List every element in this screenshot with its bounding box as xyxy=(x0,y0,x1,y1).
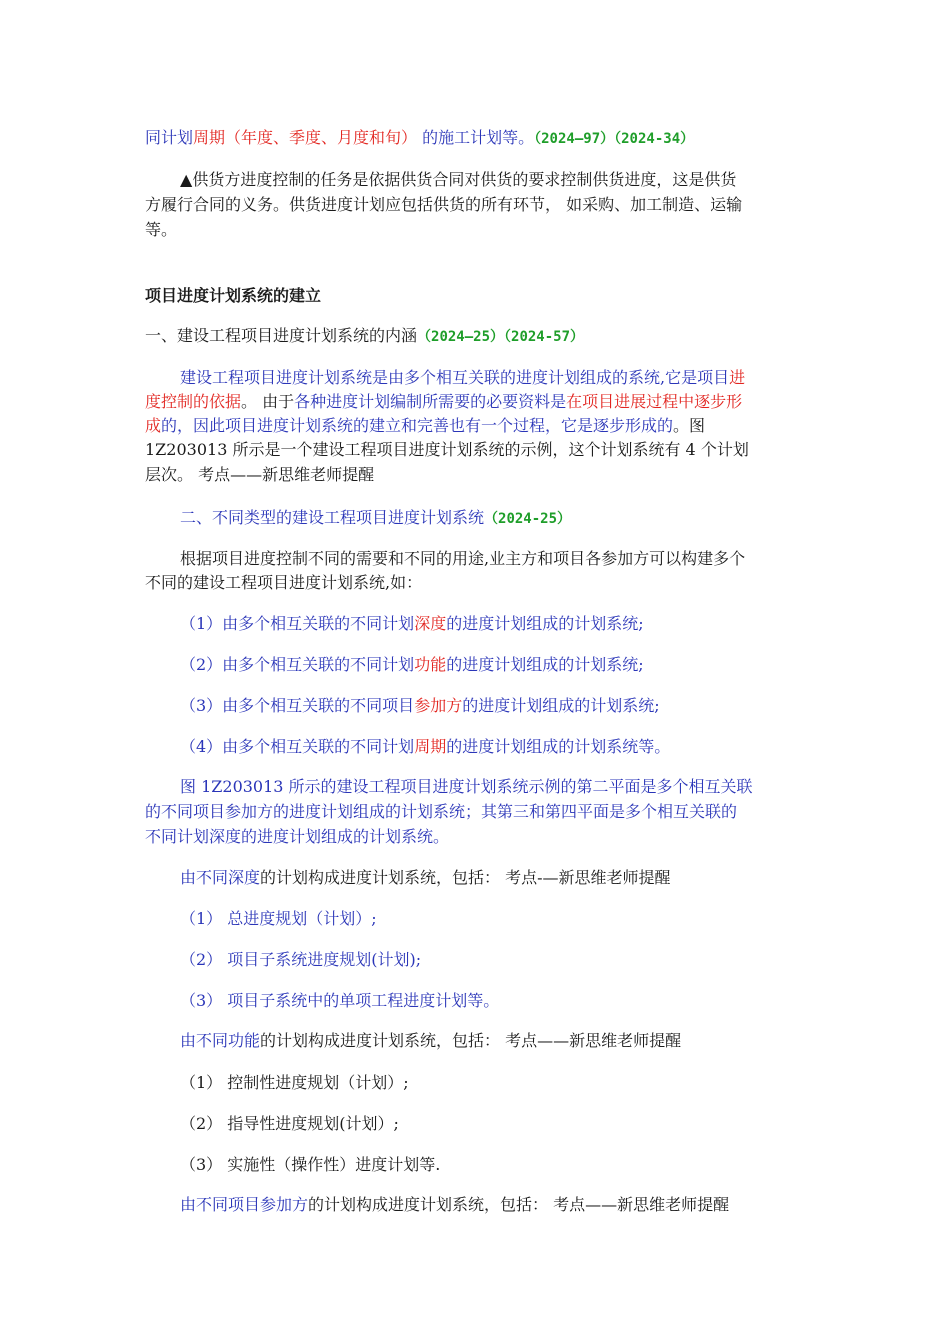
figure-paragraph-line2: 的不同项目参加方的进度计划组成的计划系统；其第三和第四平面是多个相互关联的 xyxy=(145,802,738,821)
text: 的计划构成进度计划系统，包括： 考点-—新思维老师提醒 xyxy=(260,868,671,887)
text: （1）由多个相互关联的不同计划 xyxy=(180,614,415,633)
text: 各种进度计划编制所需要的必要资料是 xyxy=(294,392,567,411)
text: 供货方进度控制的任务是依据供货合同对供货的要求控制供货进度，这是供货 xyxy=(192,170,737,189)
purpose-paragraph-line2: 不同的建设工程项目进度计划系统,如： xyxy=(145,573,423,592)
text: （3）由多个相互关联的不同项目 xyxy=(180,696,415,715)
text-cycle: 周期（年度、季度、月度和旬） xyxy=(193,128,418,147)
system-paragraph-line3 xyxy=(145,414,810,438)
text: 的计划构成进度计划系统，包括： 考点——新思维老师提醒 xyxy=(308,1195,730,1214)
text: 。图 xyxy=(673,416,706,435)
supplier-paragraph-line3: 等。 xyxy=(145,220,178,239)
text-construction-plan: 的施工计划等。 xyxy=(417,128,535,147)
exam-ref: （2024—25）（2024-57） xyxy=(417,329,585,345)
list-item xyxy=(180,694,810,718)
purpose-paragraph-line1: 根据项目进度控制不同的需要和不同的用途,业主方和项目各参加方可以构建多个 xyxy=(180,549,746,568)
text: 周期 xyxy=(414,737,447,756)
text-plan: 同计划 xyxy=(145,128,194,147)
exam-ref: （2024—97）（2024-34） xyxy=(534,131,695,147)
list-item: （2） 指导性进度规划(计划）; xyxy=(180,1114,399,1133)
system-paragraph-line5: 层次。 考点——新思维老师提醒 xyxy=(145,465,375,484)
text: （4）由多个相互关联的不同计划 xyxy=(180,737,415,756)
list-item xyxy=(180,653,810,677)
text: 的，因此项目进度计划系统的建立和完善也有一个过程，它是逐步形成的 xyxy=(161,416,674,435)
triangle-bullet-icon: ▲ xyxy=(180,170,193,189)
system-paragraph-line1 xyxy=(180,366,810,390)
exam-ref: （2024-25） xyxy=(484,511,572,527)
figure-paragraph-line1: 图 1Z203013 所示的建设工程项目进度计划系统示例的第二平面是多个相互关联 xyxy=(180,777,753,796)
depth-lead xyxy=(180,866,810,890)
figure-paragraph-line3: 不同计划深度的进度计划组成的计划系统。 xyxy=(145,827,450,846)
text: 参加方 xyxy=(414,696,463,715)
subsection-1-title: 一、建设工程项目进度计划系统的内涵 xyxy=(145,326,418,345)
text: 的进度计划组成的计划系统; xyxy=(462,696,660,715)
text: 在项目进展过程中逐步形 xyxy=(566,392,743,411)
text: 的进度计划组成的计划系统; xyxy=(446,614,644,633)
list-item xyxy=(180,735,810,759)
text: 功能 xyxy=(414,655,447,674)
text: 深度 xyxy=(414,614,447,633)
text: 度控制的依据 xyxy=(145,392,242,411)
subsection-2 xyxy=(180,506,810,531)
system-paragraph-line4: 1Z203013 所示是一个建设工程项目进度计划系统的示例，这个计划系统有 4 个计划 xyxy=(145,440,749,459)
section-heading: 项目进度计划系统的建立 xyxy=(145,286,322,305)
function-lead xyxy=(180,1029,810,1053)
party-lead xyxy=(180,1193,810,1217)
text: 成 xyxy=(145,416,162,435)
list-item: （3） 实施性（操作性）进度计划等. xyxy=(180,1155,441,1174)
system-paragraph-line2 xyxy=(145,390,810,414)
text: 由不同功能 xyxy=(180,1031,261,1050)
text: 的进度计划组成的计划系统等。 xyxy=(446,737,671,756)
text: 由不同项目参加方 xyxy=(180,1195,309,1214)
supplier-paragraph-line2: 方履行合同的义务。供货进度计划应包括供货的所有环节， 如采购、加工制造、运输 xyxy=(145,195,743,214)
text: 建设工程项目进度计划系统是由多个相互关联的进度计划组成的系统,它是项目 xyxy=(180,368,730,387)
list-item: （3） 项目子系统中的单项工程进度计划等。 xyxy=(180,991,500,1010)
subsection-2-title: 二、不同类型的建设工程项目进度计划系统 xyxy=(180,508,485,527)
text: 的计划构成进度计划系统，包括： 考点——新思维老师提醒 xyxy=(260,1031,682,1050)
subsection-1 xyxy=(145,324,810,349)
text: 进 xyxy=(729,368,746,387)
list-item xyxy=(180,612,810,636)
list-item: （1） 总进度规划（计划）; xyxy=(180,909,377,928)
supplier-paragraph-line1 xyxy=(180,168,810,192)
text: 的进度计划组成的计划系统; xyxy=(446,655,644,674)
list-item: （2） 项目子系统进度规划(计划); xyxy=(180,950,422,969)
text: （2）由多个相互关联的不同计划 xyxy=(180,655,415,674)
text: 。 由于 xyxy=(241,392,295,411)
line-cycle-plans xyxy=(145,126,810,151)
text: 由不同深度 xyxy=(180,868,261,887)
list-item: （1） 控制性进度规划（计划）; xyxy=(180,1073,409,1092)
